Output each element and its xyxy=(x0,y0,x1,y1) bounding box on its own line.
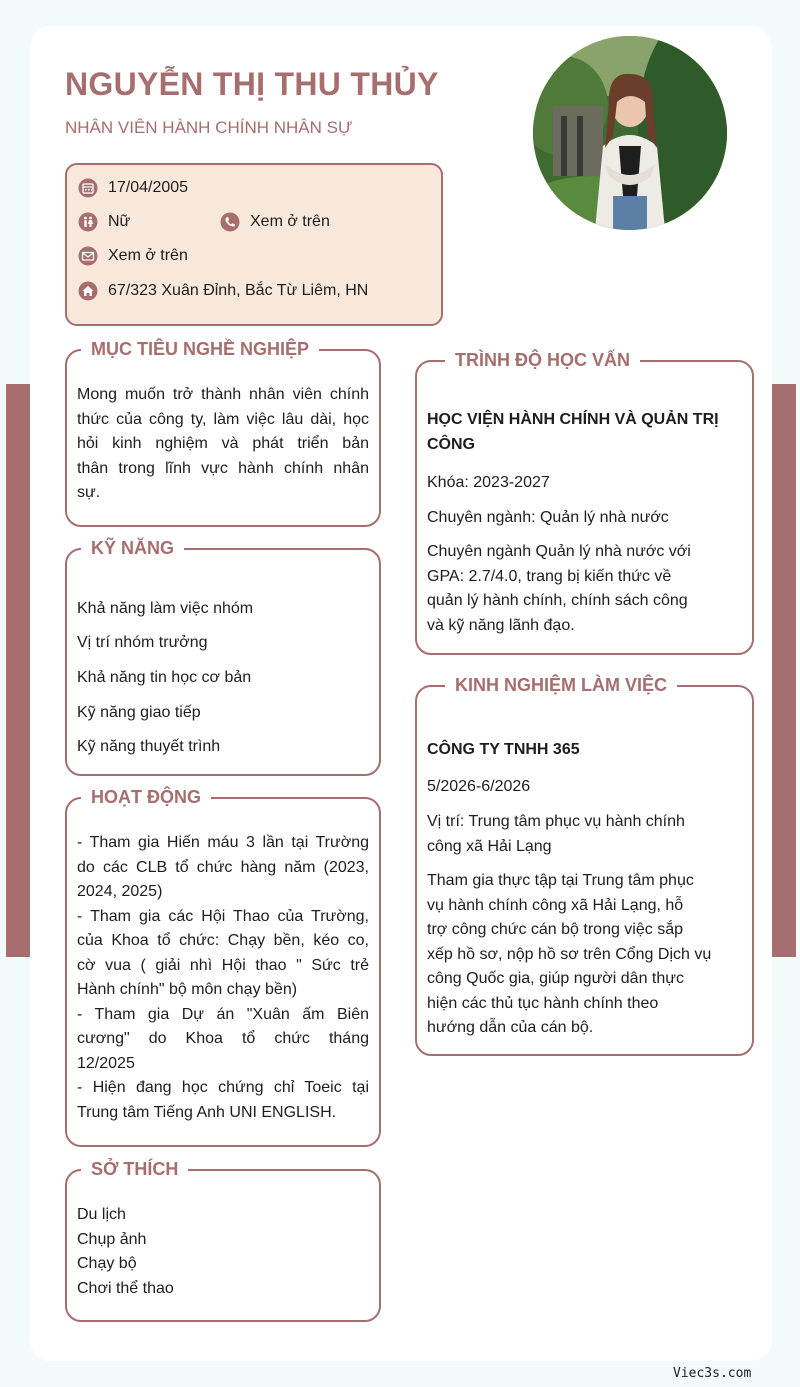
activity-line: - Hiện đang học chứng chỉ Toeic tại xyxy=(77,1079,369,1096)
education-desc-line: quản lý hành chính, chính sách công xyxy=(427,592,688,609)
experience-desc-line: trợ công chức cán bộ trong việc sắp xyxy=(427,921,683,938)
school-name-line: HỌC VIỆN HÀNH CHÍNH VÀ QUẢN TRỊ xyxy=(427,411,719,428)
school-name xyxy=(427,408,742,457)
left-accent-bar xyxy=(6,384,30,957)
activity-line: cờ vua ( giải nhì Hội thao " Sức trẻ xyxy=(77,956,369,974)
activity-line: Hành chính" bộ môn chạy bền) xyxy=(77,981,298,998)
position-line: công xã Hải Lạng xyxy=(427,837,552,855)
calendar-icon xyxy=(78,178,98,198)
phone-icon xyxy=(220,212,240,232)
school-name-line: CÔNG xyxy=(427,435,475,453)
skills-title: KỸ NĂNG xyxy=(81,537,184,559)
skill-item: Khả năng tin học cơ bản xyxy=(77,669,252,686)
hobbies-section xyxy=(65,1159,381,1322)
activity-line: - Tham gia Hiến máu 3 lần tại Trường xyxy=(77,834,369,851)
position-line: Vị trí: Trung tâm phục vụ hành chính xyxy=(427,813,685,830)
activity-line: do các CLB tổ chức hàng năm (2023, xyxy=(77,858,369,876)
activity-line: 2024, 2025) xyxy=(77,883,163,900)
right-accent-bar xyxy=(772,384,796,957)
experience-desc-line: công Quốc gia, giúp người dân thực xyxy=(427,970,684,987)
hobby-item: Chụp ảnh xyxy=(77,1230,147,1248)
objective-line: thức của công ty, làm việc lâu dài, học xyxy=(77,410,369,428)
experience-period: 5/2026-6/2026 xyxy=(427,778,531,795)
objective-line: thân trong lĩnh vực hành chính nhân xyxy=(77,459,369,477)
education-desc-line: GPA: 2.7/4.0, trang bị kiến thức về xyxy=(427,567,672,585)
hobbies-list xyxy=(77,1203,369,1301)
site-watermark: Viec3s.com xyxy=(673,1366,752,1381)
objective-line: Mong muốn trở thành nhân viên chính xyxy=(77,386,369,403)
objective-title: MỤC TIÊU NGHỀ NGHIỆP xyxy=(81,338,319,360)
activity-line: cương" do Khoa tổ chức tháng xyxy=(77,1030,369,1047)
profile-photo xyxy=(533,36,727,230)
email-value: Xem ở trên xyxy=(108,247,188,264)
mail-icon xyxy=(78,246,98,266)
hobby-item: Du lịch xyxy=(77,1206,126,1223)
birthday-row xyxy=(78,178,188,198)
activities-section xyxy=(65,787,381,1147)
activity-line: 12/2025 xyxy=(77,1054,135,1072)
experience-title: KINH NGHIỆM LÀM VIỆC xyxy=(445,674,677,696)
job-title: NHÂN VIÊN HÀNH CHÍNH NHÂN SỰ xyxy=(65,118,353,137)
skill-item: Kỹ năng giao tiếp xyxy=(77,704,201,721)
skills-section xyxy=(65,538,381,776)
home-icon xyxy=(78,281,98,301)
objective-line: hỏi kinh nghiệm và phát triển bản xyxy=(77,435,369,452)
contact-info-box xyxy=(65,163,443,326)
objective-section xyxy=(65,339,381,527)
education-major: Chuyên ngành: Quản lý nhà nước xyxy=(427,509,669,526)
activity-line: - Tham gia Dự án "Xuân ấm Biên xyxy=(77,1005,369,1023)
skill-item: Kỹ năng thuyết trình xyxy=(77,738,221,755)
activity-line: của Khoa tổ chức: Chạy bền, kéo co, xyxy=(77,932,369,949)
experience-desc-line: vụ hành chính công xã Hải Lạng, hỗ xyxy=(427,896,684,914)
education-description xyxy=(427,540,742,638)
address-row xyxy=(78,281,368,301)
skill-item: Khả năng làm việc nhóm xyxy=(77,600,254,617)
experience-section xyxy=(415,675,754,1056)
education-desc-line: Chuyên ngành Quản lý nhà nước với xyxy=(427,543,691,560)
phone-row xyxy=(220,212,330,232)
skill-item: Vị trí nhóm trưởng xyxy=(77,634,208,651)
phone-value: Xem ở trên xyxy=(250,213,330,230)
birthday-value: 17/04/2005 xyxy=(108,179,189,196)
hobby-item: Chạy bộ xyxy=(77,1255,137,1272)
address-value: 67/323 Xuân Đỉnh, Bắc Từ Liêm, HN xyxy=(108,282,369,299)
education-title: TRÌNH ĐỘ HỌC VẤN xyxy=(445,349,640,371)
activities-title: HOẠT ĐỘNG xyxy=(81,786,211,808)
activities-text xyxy=(77,831,369,1125)
objective-line: sự. xyxy=(77,484,101,501)
experience-position xyxy=(427,810,742,859)
experience-desc-line: hiện các thủ tục hành chính theo xyxy=(427,994,659,1012)
experience-desc-line: hướng dẫn của cán bộ. xyxy=(427,1019,594,1036)
hobby-item: Chơi thể thao xyxy=(77,1279,174,1297)
gender-icon xyxy=(78,212,98,232)
education-desc-line: và kỹ năng lãnh đạo. xyxy=(427,616,575,634)
experience-description xyxy=(427,869,742,1041)
objective-text xyxy=(77,383,369,506)
email-row xyxy=(78,246,188,266)
candidate-name: NGUYỄN THỊ THU THỦY xyxy=(65,66,439,102)
activity-line: Trung tâm Tiếng Anh UNI ENGLISH. xyxy=(77,1103,337,1121)
hobbies-title: SỞ THÍCH xyxy=(81,1158,188,1180)
gender-value: Nữ xyxy=(108,213,131,230)
experience-desc-line: Tham gia thực tập tại Trung tâm phục xyxy=(427,872,694,889)
experience-desc-line: xếp hồ sơ, nộp hồ sơ trên Cổng Dịch vụ xyxy=(427,945,712,963)
education-section xyxy=(415,350,754,655)
gender-row xyxy=(78,212,130,232)
company-name: CÔNG TY TNHH 365 xyxy=(427,741,580,758)
education-course: Khóa: 2023-2027 xyxy=(427,474,550,491)
activity-line: - Tham gia các Hội Thao của Trường, xyxy=(77,907,369,925)
